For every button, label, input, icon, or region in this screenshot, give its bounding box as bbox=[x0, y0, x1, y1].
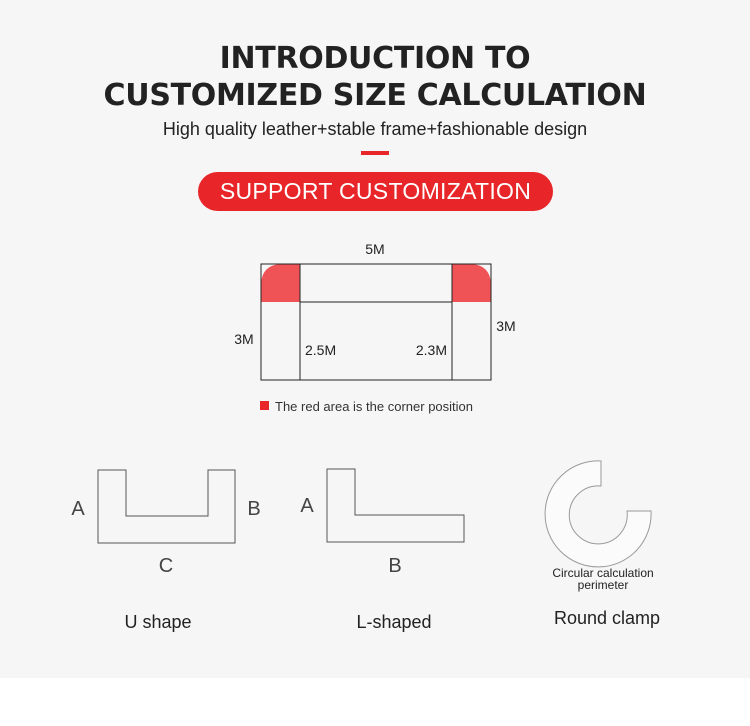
u-label-b: B bbox=[247, 498, 261, 520]
l-shape-diagram bbox=[300, 469, 464, 577]
corner-legend bbox=[260, 399, 473, 415]
u-shape-diagram bbox=[71, 470, 260, 577]
corner-right bbox=[452, 264, 491, 302]
l-shape-outline bbox=[327, 469, 464, 542]
u-shape-outline bbox=[98, 470, 235, 543]
round-clamp-diagram bbox=[545, 461, 651, 567]
dim-right: 3M bbox=[496, 318, 516, 334]
circular-perimeter-note bbox=[533, 567, 673, 591]
l-label-b: B bbox=[388, 555, 402, 577]
sofa-layout-diagram bbox=[234, 241, 515, 380]
caption-l-shaped: L-shaped bbox=[356, 612, 432, 632]
u-label-a: A bbox=[71, 498, 85, 520]
circular-note-line-1: Circular calculation bbox=[552, 566, 654, 580]
dim-left: 3M bbox=[234, 331, 254, 347]
caption-u-shape: U shape bbox=[124, 612, 192, 632]
page-title-line-1: INTRODUCTION TO bbox=[219, 41, 531, 76]
corner-left bbox=[261, 264, 300, 302]
circular-note-line-2: perimeter bbox=[577, 578, 629, 592]
u-label-c: C bbox=[158, 555, 174, 577]
legend-swatch bbox=[260, 401, 269, 410]
support-customization-badge: SUPPORT CUSTOMIZATION bbox=[198, 172, 553, 211]
page-title-line-2: CUSTOMIZED SIZE CALCULATION bbox=[103, 78, 647, 113]
caption-round-clamp: Round clamp bbox=[553, 608, 661, 628]
dim-inner-right: 2.3M bbox=[415, 342, 447, 358]
dim-inner-left: 2.5M bbox=[305, 342, 337, 358]
l-label-a: A bbox=[300, 495, 314, 517]
page-subtitle: High quality leather+stable frame+fashionable design bbox=[162, 119, 588, 139]
round-clamp-ring bbox=[545, 461, 651, 567]
dim-top: 5M bbox=[365, 241, 385, 257]
legend-text: The red area is the corner position bbox=[275, 399, 473, 414]
